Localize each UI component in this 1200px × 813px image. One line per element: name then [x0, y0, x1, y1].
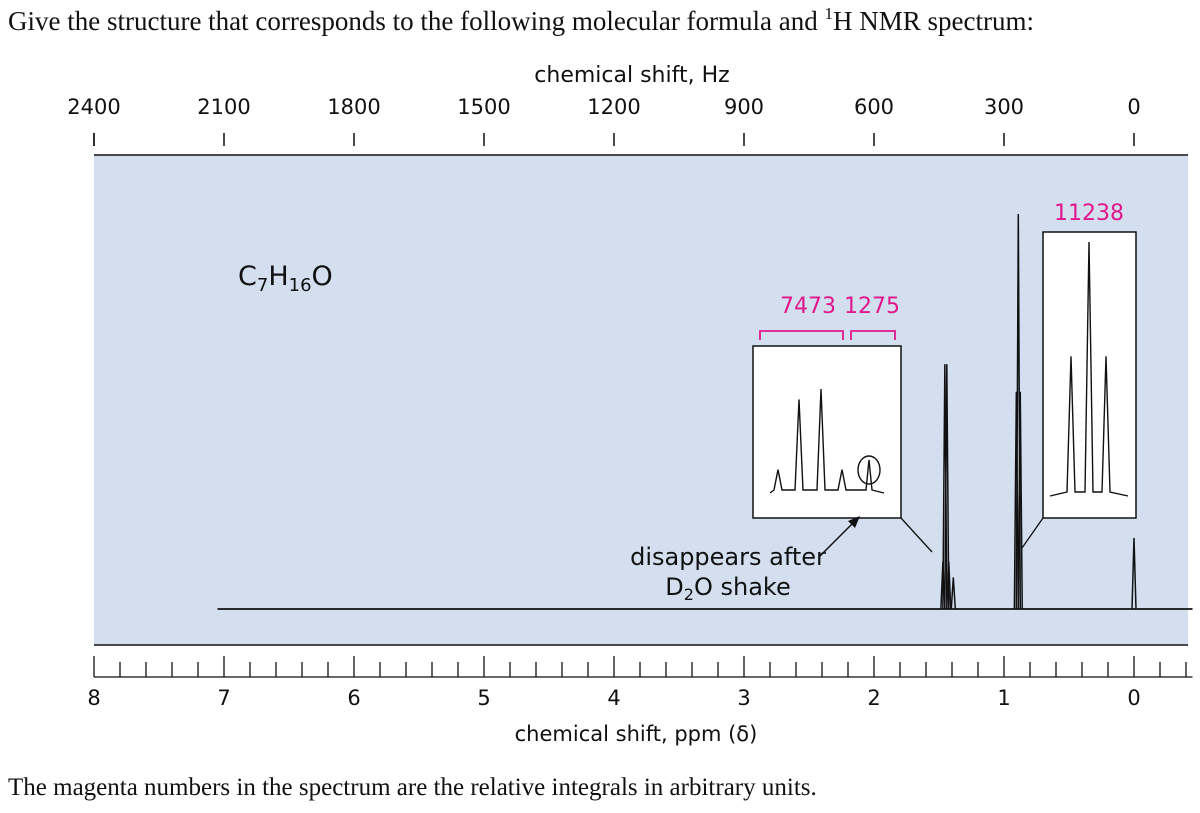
top-tick-label: 900	[723, 95, 765, 119]
bottom-tick-label: 3	[737, 686, 751, 710]
annotation-line2: $D_2O$ shake	[665, 573, 791, 604]
top-tick-label: 2400	[67, 95, 121, 119]
question-prefix: Give the structure that corresponds to the following molecular formula and	[8, 6, 818, 36]
top-tick-label: 2100	[197, 95, 251, 119]
bottom-axis-label: chemical shift, ppm (δ)	[514, 722, 758, 746]
top-tick-label: 1500	[457, 95, 511, 119]
question-superscript: 1	[824, 4, 834, 23]
bottom-tick-label: 2	[867, 686, 881, 710]
plot-area	[94, 155, 1188, 645]
top-tick-label: 0	[1127, 95, 1141, 119]
annotation-line1: disappears after	[630, 543, 826, 571]
integral-label: 1275	[844, 294, 900, 319]
bottom-tick-label: 6	[347, 686, 361, 710]
top-tick-label: 1200	[587, 95, 641, 119]
top-axis-label: chemical shift, Hz	[534, 63, 730, 88]
molecular-formula-text: $C_7H_{16}O$	[238, 261, 333, 296]
top-axis	[67, 95, 1140, 146]
top-tick-label: 600	[853, 95, 895, 119]
question-tail: H NMR spectrum:	[833, 6, 1034, 36]
bottom-tick-label: 1	[997, 686, 1011, 710]
integral-label: 7473	[780, 294, 836, 319]
bottom-tick-label: 4	[607, 686, 621, 710]
molecular-formula	[238, 261, 333, 296]
integral-label: 11238	[1054, 201, 1124, 226]
bottom-tick-label: 5	[477, 686, 491, 710]
bottom-axis	[87, 656, 1192, 710]
top-tick-label: 1800	[327, 95, 381, 119]
bottom-tick-label: 0	[1127, 686, 1141, 710]
bottom-tick-label: 8	[87, 686, 101, 710]
bottom-tick-label: 7	[217, 686, 231, 710]
top-tick-label: 300	[983, 95, 1025, 119]
footer-note: The magenta numbers in the spectrum are the relative integrals in arbitrary units.	[8, 774, 817, 801]
